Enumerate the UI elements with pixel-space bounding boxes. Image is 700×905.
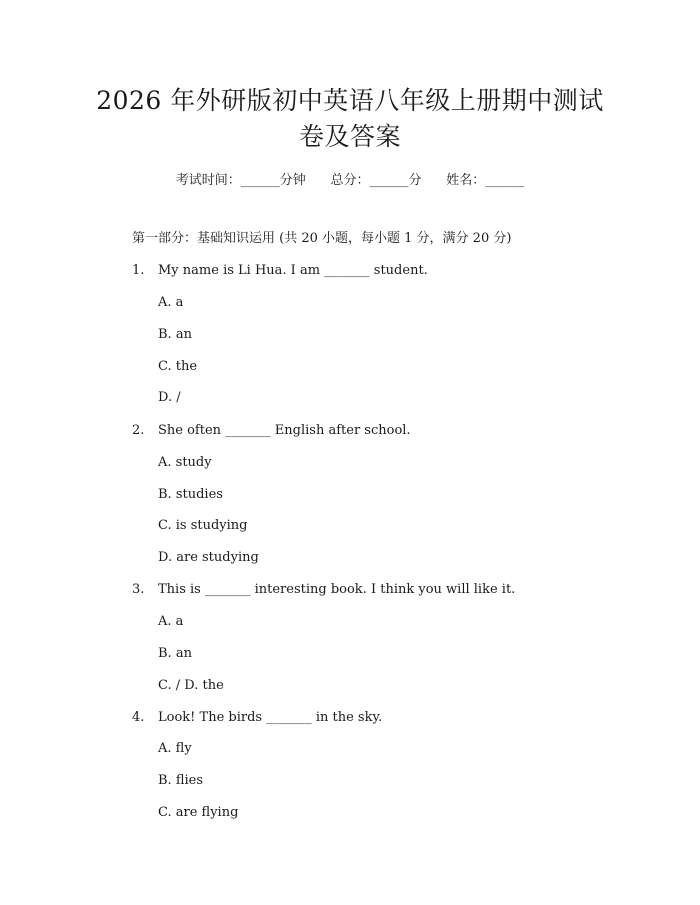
exam-title-line-1: 2026 年外研版初中英语八年级上册期中测试 <box>96 86 604 115</box>
option-item: B. an <box>158 327 192 342</box>
option-item: B. an <box>158 646 192 661</box>
exam-title-line-2: 卷及答案 <box>298 122 401 151</box>
option-item: C. the <box>158 359 198 374</box>
option-item: A. a <box>158 614 184 629</box>
option-item: A. a <box>158 295 184 310</box>
option-item: A. fly <box>158 741 192 756</box>
question-number: 4. <box>132 710 145 725</box>
question-number: 1. <box>132 263 145 278</box>
option-item: C. are flying <box>158 805 239 820</box>
question-text: She often _______ English after school. <box>158 423 411 438</box>
question-number: 2. <box>132 423 145 438</box>
option-item: C. is studying <box>158 518 248 533</box>
option-item: D. / <box>158 390 181 405</box>
option-item: C. / D. the <box>158 678 224 693</box>
option-item: D. are studying <box>158 550 259 565</box>
question-text: My name is Li Hua. I am _______ student. <box>158 263 428 278</box>
section-heading: 第一部分：基础知识运用 (共 20 小题，每小题 1 分，满分 20 分) <box>132 231 512 246</box>
question-text: This is _______ interesting book. I think you will like it. <box>158 582 516 597</box>
question-number: 3. <box>132 582 145 597</box>
exam-meta-info: 考试时间：______分钟 总分：______分 姓名：______ <box>175 173 525 188</box>
option-item: B. flies <box>158 773 204 788</box>
option-item: A. study <box>158 455 212 470</box>
question-text: Look! The birds _______ in the sky. <box>158 710 383 725</box>
option-item: B. studies <box>158 487 223 502</box>
